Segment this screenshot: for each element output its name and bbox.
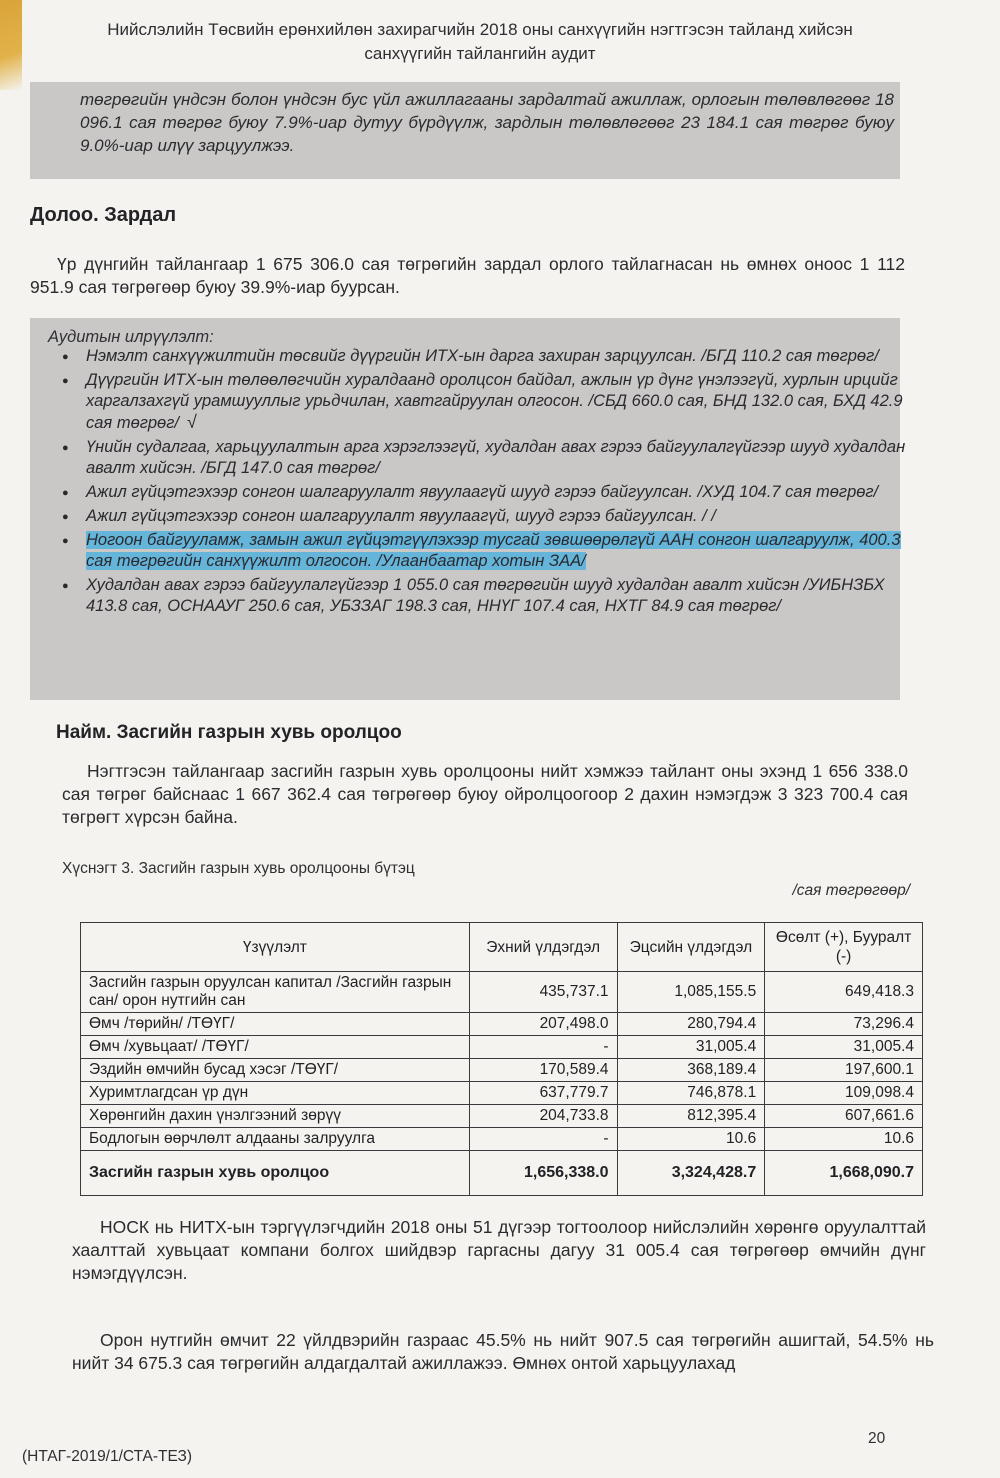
- row-change: 10.6: [765, 1128, 923, 1151]
- audit-finding-6: [86, 530, 922, 572]
- table-row: [81, 1105, 923, 1128]
- header-line-2: санхүүгийн тайлангийн аудит: [364, 44, 596, 63]
- section-eight-paragraph: Нэгтгэсэн тайлангаар засгийн газрын хувь оролцооны нийт хэмжээ тайлант оны эхэнд 1 656 338.0 сая төгрөг байснаас 1 667 362.4 сая төгрөгөөр буюу ойролцоогоор 2 дахин нэмэгдэж 3 323 700.4 сая төгрөгт хүрсэн байна.: [62, 761, 908, 827]
- row-label: Эздийн өмчийн бусад хэсэг /ТӨҮГ/: [81, 1059, 470, 1082]
- col-header-change: Өсөлт (+), Бууралт (-): [765, 923, 923, 972]
- audit-finding-3: ● Үнийн судалгаа, харьцуулалтын арга хэрэглээгүй, худалдан авах гэрээ байгуулалгүйгээр шууд худалдан авалт хийсэн. /БГД 147.0 сая төгрөг/: [86, 437, 922, 479]
- header-line-1: Нийслэлийн Төсвийн ерөнхийлөн захирагчийн 2018 оны санхүүгийн нэгтгэсэн тайланд хийсэн: [107, 20, 853, 39]
- section-seven-title: Долоо. Зардал: [30, 204, 177, 226]
- audit-finding-5: ● Ажил гүйцэтгэхээр сонгон шалгаруулалт явуулаагүй, шууд гэрээ байгуулсан. / /: [86, 506, 922, 527]
- highlighted-finding: Ногоон байгууламж, замын ажил гүйцэтгүүлэхээр тусгай зөвшөөрөлгүй ААН сонгон шалгаруулж, 400.3 сая төгрөгийн санхүүжилт олгосон. /Улаанбаатар хотын ЗАА/: [86, 531, 901, 570]
- row-change: 607,661.6: [765, 1105, 923, 1128]
- row-opening: 435,737.1: [469, 972, 617, 1013]
- table-row: [81, 1013, 923, 1036]
- table-row: [81, 1082, 923, 1105]
- audit-finding-7: ● Худалдан авах гэрээ байгуулалгүйгээр 1 055.0 сая төгрөгийн шууд худалдан авалт хийсэн /УИБНЗБХ 413.8 сая, ОСНААУГ 250.6 сая, УБЗЗАГ 198.3 сая, ННҮГ 107.4 сая, НХТГ 84.9 сая төгрөг/: [86, 575, 922, 617]
- table-row: [81, 1036, 923, 1059]
- row-opening: 170,589.4: [469, 1059, 617, 1082]
- row-opening: 637,779.7: [469, 1082, 617, 1105]
- row-change: 31,005.4: [765, 1036, 923, 1059]
- page-header: [40, 18, 920, 66]
- handwritten-check-mark: √: [186, 412, 197, 432]
- col-header-closing: Эцсийн үлдэгдэл: [617, 923, 765, 972]
- col-header-opening: Эхний үлдэгдэл: [469, 923, 617, 972]
- audit-finding-4: ● Ажил гүйцэтгэхээр сонгон шалгаруулалт явуулаагүй шууд гэрээ байгуулсан. /ХУД 104.7 сая төгрөг/: [86, 482, 922, 503]
- table-row: [81, 1128, 923, 1151]
- table-row: [81, 1059, 923, 1082]
- row-opening: -: [469, 1128, 617, 1151]
- row-closing: 31,005.4: [617, 1036, 765, 1059]
- row-closing: 812,395.4: [617, 1105, 765, 1128]
- row-change: 73,296.4: [765, 1013, 923, 1036]
- section-seven-paragraph: Үр дүнгийн тайлангаар 1 675 306.0 сая төгрөгийн зардал орлого тайлагнасан нь өмнөх оноос 1 112 951.9 сая төгрөгөөр буюу 39.9%-иар буурсан.: [30, 254, 905, 297]
- table-total-row: [81, 1151, 923, 1196]
- equity-structure-table: [80, 922, 923, 1196]
- col-header-indicator: Үзүүлэлт: [81, 923, 470, 972]
- row-label: Бодлогын өөрчлөлт алдааны залруулга: [81, 1128, 470, 1151]
- row-label: Хөрөнгийн дахин үнэлгээний зөрүү: [81, 1105, 470, 1128]
- total-closing: 3,324,428.7: [617, 1151, 765, 1196]
- row-change: 109,098.4: [765, 1082, 923, 1105]
- row-change: 649,418.3: [765, 972, 923, 1013]
- row-closing: 280,794.4: [617, 1013, 765, 1036]
- page-corner-decoration: [0, 0, 22, 90]
- audit-finding-2: [86, 370, 922, 434]
- section-eight-title: Найм. Засгийн газрын хувь оролцоо: [56, 722, 402, 743]
- row-closing: 1,085,155.5: [617, 972, 765, 1013]
- audit-findings-box: [30, 318, 906, 700]
- table-unit: /сая төгрөгөөр/: [792, 882, 910, 899]
- table-header-row: [81, 923, 923, 972]
- page-number: 20: [868, 1430, 886, 1447]
- total-opening: 1,656,338.0: [469, 1151, 617, 1196]
- row-closing: 368,189.4: [617, 1059, 765, 1082]
- row-label: Хуримтлагдсан үр дүн: [81, 1082, 470, 1105]
- nosk-paragraph: НОСК нь НИТХ-ын тэргүүлэгчдийн 2018 оны 51 дүгээр тогтоолоор нийслэлийн хөрөнгө оруулалттай хаалттай хувьцаат компани болгох шийдвэр гаргасны дагуу 31 005.4 сая төгрөгөөр өмчийн дүнг нэмэгдүүлсэн.: [72, 1217, 926, 1283]
- summary-box: [30, 82, 900, 179]
- local-enterprises-paragraph: Орон нутгийн өмчит 22 үйлдвэрийн газраас 45.5% нь нийт 907.5 сая төгрөгийн ашигтай, 54.5% нь нийт 34 675.3 сая төгрөгийн алдагдалтай ажиллажээ. Өмнөх онтой харьцуулахад: [72, 1330, 934, 1373]
- summary-text: төгрөгийн үндсэн болон үндсэн бус үйл ажиллагааны зардалтай ажиллаж, орлогын төлөвлөгөөг 18 096.1 сая төгрөг буюу 7.9%-иар дутуу бүрдүүлж, зардлын төлөвлөгөөг 23 184.1 сая төгрөг буюу 9.0%-иар илүү зарцуулжээ.: [80, 90, 894, 155]
- audit-finding-1: ● Нэмэлт санхүүжилтийн төсвийг дүүргийн ИТХ-ын дарга захиран зарцуулсан. /БГД 110.2 сая төгрөг/: [86, 346, 922, 367]
- table-caption: Хүснэгт 3. Засгийн газрын хувь оролцооны бүтэц: [62, 860, 415, 877]
- row-label: Өмч /төрийн/ /ТӨҮГ/: [81, 1013, 470, 1036]
- table-row: [81, 972, 923, 1013]
- total-label: Засгийн газрын хувь оролцоо: [81, 1151, 470, 1196]
- row-opening: 204,733.8: [469, 1105, 617, 1128]
- audit-finding-2-text: Дүүргийн ИТХ-ын төлөөлөгчийн хуралдаанд оролцсон байдал, ажлын үр дүнг үнэлээгүй, хурлын ирцийг харгалзахгүй урамшууллыг урьдчилан, хавтгайруулан олгосон. /СБД 660.0 сая, БНД 132.0 сая, БХД 42.9 сая төгрөг/: [86, 371, 903, 432]
- row-closing: 746,878.1: [617, 1082, 765, 1105]
- total-change: 1,668,090.7: [765, 1151, 923, 1196]
- row-opening: 207,498.0: [469, 1013, 617, 1036]
- row-closing: 10.6: [617, 1128, 765, 1151]
- row-opening: -: [469, 1036, 617, 1059]
- footer-code: (НТАГ-2019/1/СТА-ТЕЗ): [22, 1448, 193, 1465]
- audit-findings-title: Аудитын илрүүлэлт:: [48, 328, 214, 346]
- audit-findings-list: [60, 346, 922, 620]
- row-change: 197,600.1: [765, 1059, 923, 1082]
- row-label: Засгийн газрын оруулсан капитал /Засгийн газрын сан/ орон нутгийн сан: [81, 972, 470, 1013]
- row-label: Өмч /хувьцаат/ /ТӨҮГ/: [81, 1036, 470, 1059]
